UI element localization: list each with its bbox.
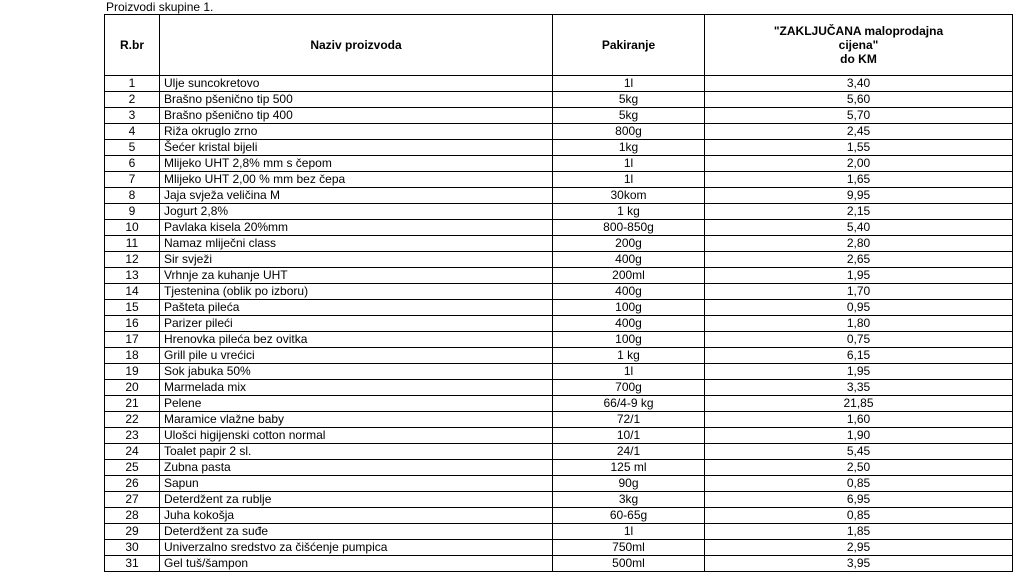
table-row (105, 124, 1013, 140)
price-cell: 5,45 (705, 444, 1013, 460)
product-name-cell: Toalet papir 2 sl. (160, 444, 553, 460)
product-name-cell: Gel tuš/šampon (160, 556, 553, 572)
price-cell: 6,15 (705, 348, 1013, 364)
table-row (105, 428, 1013, 444)
product-name-cell: Hrenovka pileća bez ovitka (160, 332, 553, 348)
packaging-cell: 1l (553, 76, 705, 92)
product-name-cell: Deterdžent za suđe (160, 524, 553, 540)
table-row (105, 524, 1013, 540)
packaging-cell: 60-65g (553, 508, 705, 524)
header-locked-price (705, 15, 1013, 76)
product-name-cell: Grill pile u vrećici (160, 348, 553, 364)
price-cell: 1,55 (705, 140, 1013, 156)
product-name-cell: Jaja svježa veličina M (160, 188, 553, 204)
packaging-cell: 700g (553, 380, 705, 396)
price-cell: 1,70 (705, 284, 1013, 300)
packaging-cell: 5kg (553, 108, 705, 124)
product-name-cell: Riža okruglo zrno (160, 124, 553, 140)
row-number-cell: 26 (105, 476, 160, 492)
row-number-cell: 31 (105, 556, 160, 572)
table-row (105, 412, 1013, 428)
row-number-cell: 13 (105, 268, 160, 284)
price-cell: 2,95 (705, 540, 1013, 556)
product-name-cell: Sapun (160, 476, 553, 492)
table-row (105, 492, 1013, 508)
table-row (105, 556, 1013, 572)
price-cell: 1,65 (705, 172, 1013, 188)
packaging-cell: 3kg (553, 492, 705, 508)
price-cell: 2,00 (705, 156, 1013, 172)
packaging-cell: 90g (553, 476, 705, 492)
row-number-cell: 16 (105, 316, 160, 332)
product-name-cell: Pavlaka kisela 20%mm (160, 220, 553, 236)
price-table (104, 14, 1013, 572)
packaging-cell: 1l (553, 524, 705, 540)
product-name-cell: Jogurt 2,8% (160, 204, 553, 220)
product-name-cell: Pelene (160, 396, 553, 412)
table-row (105, 460, 1013, 476)
row-number-cell: 24 (105, 444, 160, 460)
table-row (105, 140, 1013, 156)
row-number-cell: 28 (105, 508, 160, 524)
row-number-cell: 15 (105, 300, 160, 316)
table-row (105, 204, 1013, 220)
row-number-cell: 9 (105, 204, 160, 220)
price-cell: 3,40 (705, 76, 1013, 92)
row-number-cell: 12 (105, 252, 160, 268)
table-row (105, 188, 1013, 204)
packaging-cell: 1l (553, 364, 705, 380)
packaging-cell: 1kg (553, 140, 705, 156)
product-name-cell: Pašteta pileća (160, 300, 553, 316)
product-name-cell: Deterdžent za rublje (160, 492, 553, 508)
product-name-cell: Šećer kristal bijeli (160, 140, 553, 156)
table-row (105, 444, 1013, 460)
price-cell: 5,70 (705, 108, 1013, 124)
row-number-cell: 20 (105, 380, 160, 396)
product-name-cell: Juha kokošja (160, 508, 553, 524)
row-number-cell: 29 (105, 524, 160, 540)
packaging-cell: 400g (553, 252, 705, 268)
product-name-cell: Mlijeko UHT 2,8% mm s čepom (160, 156, 553, 172)
price-cell: 5,40 (705, 220, 1013, 236)
table-row (105, 300, 1013, 316)
row-number-cell: 18 (105, 348, 160, 364)
row-number-cell: 14 (105, 284, 160, 300)
packaging-cell: 30kom (553, 188, 705, 204)
packaging-cell: 72/1 (553, 412, 705, 428)
product-name-cell: Vrhnje za kuhanje UHT (160, 268, 553, 284)
product-name-cell: Brašno pšenično tip 500 (160, 92, 553, 108)
product-name-cell: Ulje suncokretovo (160, 76, 553, 92)
product-name-cell: Ulošci higijenski cotton normal (160, 428, 553, 444)
packaging-cell: 100g (553, 300, 705, 316)
table-row (105, 220, 1013, 236)
packaging-cell: 200ml (553, 268, 705, 284)
header-price-line-2: cijena" (838, 38, 879, 52)
table-row (105, 316, 1013, 332)
price-cell: 1,80 (705, 316, 1013, 332)
price-cell: 1,60 (705, 412, 1013, 428)
price-cell: 1,95 (705, 268, 1013, 284)
packaging-cell: 750ml (553, 540, 705, 556)
table-row (105, 332, 1013, 348)
header-product-name: Naziv proizvoda (160, 15, 553, 76)
row-number-cell: 1 (105, 76, 160, 92)
product-name-cell: Sok jabuka 50% (160, 364, 553, 380)
packaging-cell: 100g (553, 332, 705, 348)
table-row (105, 476, 1013, 492)
row-number-cell: 23 (105, 428, 160, 444)
product-name-cell: Marmelada mix (160, 380, 553, 396)
row-number-cell: 3 (105, 108, 160, 124)
product-name-cell: Namaz mliječni class (160, 236, 553, 252)
product-name-cell: Zubna pasta (160, 460, 553, 476)
price-cell: 0,85 (705, 508, 1013, 524)
row-number-cell: 10 (105, 220, 160, 236)
table-row (105, 156, 1013, 172)
price-cell: 3,95 (705, 556, 1013, 572)
price-cell: 3,35 (705, 380, 1013, 396)
price-cell: 6,95 (705, 492, 1013, 508)
packaging-cell: 5kg (553, 92, 705, 108)
table-row (105, 108, 1013, 124)
price-cell: 5,60 (705, 92, 1013, 108)
table-row (105, 380, 1013, 396)
product-name-cell: Mlijeko UHT 2,00 % mm bez čepa (160, 172, 553, 188)
table-row (105, 396, 1013, 412)
price-cell: 2,45 (705, 124, 1013, 140)
packaging-cell: 1 kg (553, 348, 705, 364)
packaging-cell: 10/1 (553, 428, 705, 444)
row-number-cell: 5 (105, 140, 160, 156)
table-row (105, 76, 1013, 92)
row-number-cell: 27 (105, 492, 160, 508)
product-name-cell: Brašno pšenično tip 400 (160, 108, 553, 124)
packaging-cell: 1 kg (553, 204, 705, 220)
row-number-cell: 4 (105, 124, 160, 140)
price-cell: 21,85 (705, 396, 1013, 412)
price-cell: 2,80 (705, 236, 1013, 252)
price-cell: 2,50 (705, 460, 1013, 476)
table-row (105, 268, 1013, 284)
table-row (105, 364, 1013, 380)
row-number-cell: 7 (105, 172, 160, 188)
row-number-cell: 21 (105, 396, 160, 412)
header-rbr: R.br (105, 15, 160, 76)
row-number-cell: 11 (105, 236, 160, 252)
row-number-cell: 25 (105, 460, 160, 476)
table-row (105, 252, 1013, 268)
header-price-line-1: "ZAKLJUČANA maloprodajna (773, 24, 944, 38)
packaging-cell: 800-850g (553, 220, 705, 236)
price-cell: 0,95 (705, 300, 1013, 316)
packaging-cell: 125 ml (553, 460, 705, 476)
packaging-cell: 24/1 (553, 444, 705, 460)
table-header-row (105, 15, 1013, 76)
packaging-cell: 500ml (553, 556, 705, 572)
header-packaging: Pakiranje (553, 15, 705, 76)
header-price-line-3: do KM (840, 52, 877, 66)
price-cell: 1,85 (705, 524, 1013, 540)
product-name-cell: Univerzalno sredstvo za čišćenje pumpica (160, 540, 553, 556)
packaging-cell: 800g (553, 124, 705, 140)
packaging-cell: 1l (553, 172, 705, 188)
packaging-cell: 400g (553, 316, 705, 332)
price-cell: 2,65 (705, 252, 1013, 268)
packaging-cell: 200g (553, 236, 705, 252)
table-caption: Proizvodi skupine 1. (106, 0, 214, 14)
product-name-cell: Parizer pileći (160, 316, 553, 332)
packaging-cell: 66/4-9 kg (553, 396, 705, 412)
price-cell: 2,15 (705, 204, 1013, 220)
price-cell: 0,75 (705, 332, 1013, 348)
product-name-cell: Sir svježi (160, 252, 553, 268)
product-name-cell: Maramice vlažne baby (160, 412, 553, 428)
row-number-cell: 22 (105, 412, 160, 428)
table-row (105, 236, 1013, 252)
row-number-cell: 2 (105, 92, 160, 108)
price-cell: 1,95 (705, 364, 1013, 380)
row-number-cell: 19 (105, 364, 160, 380)
row-number-cell: 6 (105, 156, 160, 172)
price-cell: 1,90 (705, 428, 1013, 444)
table-row (105, 540, 1013, 556)
table-row (105, 92, 1013, 108)
table-row (105, 172, 1013, 188)
table-row (105, 348, 1013, 364)
table-row (105, 508, 1013, 524)
row-number-cell: 30 (105, 540, 160, 556)
price-cell: 9,95 (705, 188, 1013, 204)
row-number-cell: 8 (105, 188, 160, 204)
packaging-cell: 400g (553, 284, 705, 300)
packaging-cell: 1l (553, 156, 705, 172)
table-row (105, 284, 1013, 300)
price-cell: 0,85 (705, 476, 1013, 492)
row-number-cell: 17 (105, 332, 160, 348)
product-name-cell: Tjestenina (oblik po izboru) (160, 284, 553, 300)
